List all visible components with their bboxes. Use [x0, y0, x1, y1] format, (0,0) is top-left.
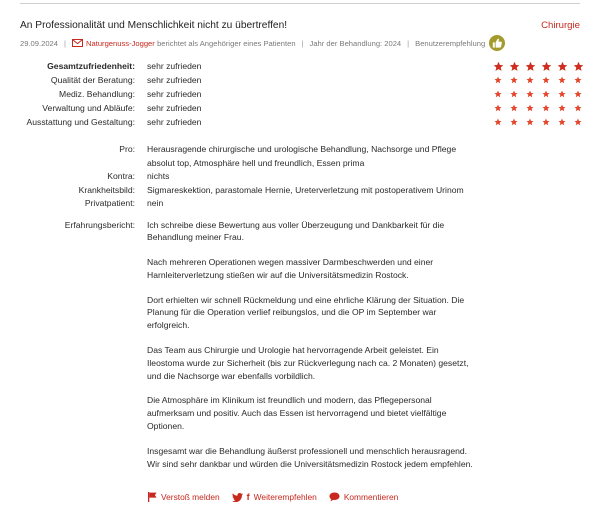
star-icon [506, 73, 522, 87]
star-icon [570, 73, 586, 87]
text-line: Wir sind sehr dankbar und würden die Universitätsmedizin Rostock jedem empfehlen. [147, 458, 473, 469]
detail-label: Krankheitsbild: [78, 184, 135, 195]
text-line: Behandlung meiner Frau. [147, 232, 244, 243]
star-icon [538, 87, 554, 101]
detail-value [147, 143, 600, 170]
rating-label: Qualität der Beratung: [50, 75, 135, 85]
star-icon [506, 115, 522, 129]
detail-privatpatient [0, 197, 600, 211]
rating-label: Gesamtzufriedenheit: [47, 61, 135, 71]
star-icon [506, 59, 522, 73]
review-title: An Professionalität und Menschlichkeit nicht zu übertreffen! [20, 20, 288, 31]
star-icon [538, 101, 554, 115]
star-icon [522, 101, 538, 115]
report-paragraph [147, 394, 600, 432]
text-line: Das Team aus Chirurgie und Urologie hat hervorragende Arbeit geleistet. Ein [147, 345, 439, 356]
rating-label: Verwaltung und Abläufe: [42, 103, 135, 113]
star-icon [506, 101, 522, 115]
star-rating [490, 115, 586, 129]
flag-icon [148, 492, 157, 502]
star-icon [538, 115, 554, 129]
star-icon [490, 101, 506, 115]
meta-separator: | [64, 38, 66, 48]
meta-separator: | [407, 38, 410, 48]
rating-value: sehr zufrieden [147, 103, 202, 113]
recommendation-label: Benutzerempfehlung [415, 38, 486, 48]
rating-label: Ausstattung und Gestaltung: [26, 117, 135, 127]
text-line: Harnleiterverletzung stießen wir auf die Universitätsmedizin Rostock. [147, 269, 409, 280]
rating-row-consultation [0, 73, 600, 87]
text-line: aufmerksam und positiv. Auch das Essen ist hervorragend und bietet vielfältige [147, 408, 447, 419]
star-icon [554, 87, 570, 101]
treatment-year: Jahr der Behandlung: 2024 [309, 38, 402, 48]
text-line: Ileostoma wurde zur Sicherheit (bis zur Rückverlegung nach ca. 2 Monaten) gesetzt, [147, 357, 469, 368]
detail-value [147, 184, 600, 198]
star-icon [570, 101, 586, 115]
detail-pro [0, 143, 600, 170]
star-icon [538, 73, 554, 87]
star-icon [490, 73, 506, 87]
review-actions [148, 491, 410, 503]
detail-value [147, 197, 600, 211]
rating-row-administration [0, 101, 600, 115]
top-divider [20, 3, 580, 4]
comment-label: Kommentieren [343, 492, 399, 502]
text-line: Dort erhielten wir schnell Rückmeldung und eine ehrliche Klärung der Situation. Die [147, 294, 465, 305]
star-rating [490, 87, 586, 101]
text-line: Planung für die Operation verlief reibungslos, und die OP im September war [147, 307, 437, 318]
detail-label: Privatpatient: [84, 198, 135, 208]
text-line: Herausragende chirurgische und urologische Behandlung, Nachsorge und Pflege [147, 144, 457, 154]
text-line: Optionen. [147, 421, 185, 432]
star-icon [554, 73, 570, 87]
comment-link[interactable] [329, 491, 398, 503]
twitter-icon[interactable] [232, 493, 243, 502]
star-icon [570, 115, 586, 129]
rating-row-overall [0, 59, 600, 73]
star-icon [538, 59, 554, 73]
rating-value: sehr zufrieden [147, 61, 202, 71]
thumbs-up-icon [489, 35, 505, 51]
report-paragraph [147, 256, 600, 282]
star-icon [522, 73, 538, 87]
star-rating [490, 59, 586, 73]
report-paragraph [147, 219, 600, 245]
text-line: Nach mehreren Operationen wegen massiver Darmbeschwerden und einer [147, 257, 434, 268]
detail-krankheitsbild [0, 184, 600, 198]
author-link[interactable]: Naturgenuss-Jogger [86, 38, 155, 48]
text-line: absolut top, Atmosphäre hell und freundlich, Essen prima [147, 157, 365, 168]
star-icon [522, 59, 538, 73]
envelope-icon[interactable] [72, 39, 83, 47]
star-icon [490, 115, 506, 129]
detail-label: Pro: [119, 144, 135, 154]
report-paragraph [147, 445, 600, 471]
rating-label: Mediz. Behandlung: [59, 89, 135, 99]
report-violation-link[interactable] [148, 491, 220, 503]
rating-row-facilities [0, 115, 600, 129]
ratings-table [0, 59, 600, 129]
review-date: 29.09.2024 [20, 38, 59, 48]
author-role: berichtet als Angehöriger eines Patienten [157, 38, 296, 48]
review-details [0, 143, 600, 211]
star-rating [490, 73, 586, 87]
report-paragraph [147, 344, 600, 382]
report-label: Erfahrungsbericht: [64, 219, 135, 230]
text-line: und die Nachsorge war ebenfalls vorbildlich. [147, 370, 316, 381]
meta-separator: | [301, 38, 304, 48]
review-meta [20, 35, 505, 51]
text-line: nichts [147, 171, 170, 181]
star-icon [522, 87, 538, 101]
star-icon [570, 87, 586, 101]
detail-kontra [0, 170, 600, 184]
star-icon [554, 101, 570, 115]
report-paragraph [147, 294, 600, 332]
star-icon [522, 115, 538, 129]
detail-value [147, 170, 600, 184]
report-violation-label: Verstoß melden [161, 492, 220, 502]
star-rating [490, 101, 586, 115]
star-icon [490, 59, 506, 73]
text-line: Insgesamt war die Behandlung äußerst professionell und menschlich herausragend. [147, 445, 468, 456]
rating-row-treatment [0, 87, 600, 101]
star-icon [554, 59, 570, 73]
star-icon [554, 115, 570, 129]
text-line: nein [147, 198, 164, 208]
facebook-icon[interactable]: f [246, 492, 250, 502]
text-line: Die Atmosphäre im Klinikum ist freundlich und modern, das Pflegepersonal [147, 395, 432, 406]
speech-bubble-icon [329, 492, 340, 502]
text-line: Ich schreibe diese Bewertung aus voller Überzeugung und Dankbarkeit für die [147, 219, 445, 230]
text-line: erfolgreich. [147, 320, 190, 331]
recommend-label: Weiterempfehlen [253, 492, 317, 502]
category-link[interactable]: Chirurgie [541, 20, 580, 31]
detail-label: Kontra: [107, 171, 135, 181]
recommend-link[interactable] [232, 491, 317, 503]
star-icon [506, 87, 522, 101]
rating-value: sehr zufrieden [147, 89, 202, 99]
text-line: Sigmareskektion, parastomale Hernie, Ureterverletzung mit postoperativem Urinom [147, 184, 464, 195]
star-icon [490, 87, 506, 101]
rating-value: sehr zufrieden [147, 75, 202, 85]
report-body [147, 219, 600, 471]
star-icon [570, 59, 586, 73]
rating-value: sehr zufrieden [147, 117, 202, 127]
experience-report [0, 219, 600, 483]
